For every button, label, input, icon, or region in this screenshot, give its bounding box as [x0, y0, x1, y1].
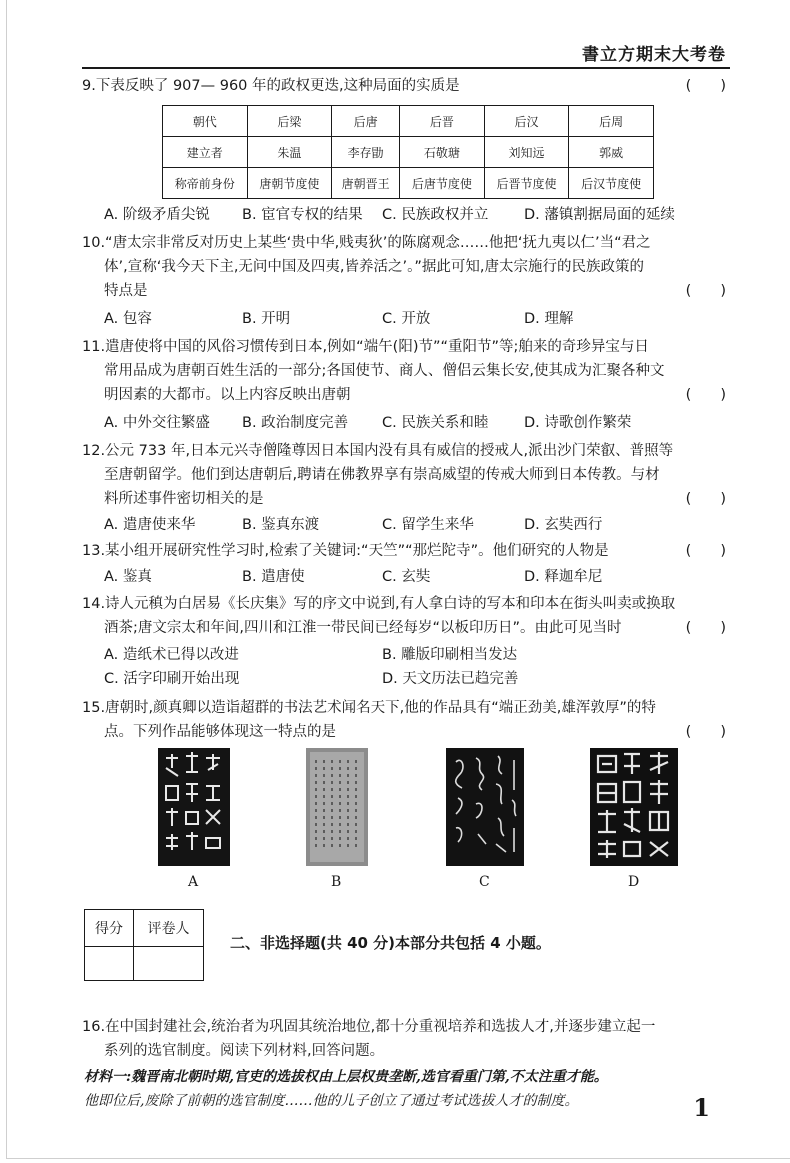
question-text: 酒茶;唐文宗太和年间,四川和江淮一带民间已经每岁“以板印历日”。由此可见当时 [104, 620, 622, 636]
calligraphy-image-b [306, 748, 368, 866]
caption-c: C [479, 874, 490, 890]
question-text: 10.“唐太宗非常反对历史上某些‘贵中华,贱夷狄’的陈腐观念……他把‘抚九夷以仁’当“君之 [82, 235, 651, 251]
table-cell: 唐朝晋王 [332, 168, 400, 199]
question-text: 体’,宣称‘我今天下主,无问中国及四夷,皆养活之’。”据此可知,唐太宗施行的民族政策的 [104, 259, 645, 275]
question-text: 14.诗人元稹为白居易《长庆集》写的序文中说到,有人拿白诗的写本和印本在街头叫卖或换取 [82, 596, 676, 612]
table-cell: 后梁 [247, 106, 332, 137]
question-text: 常用品成为唐朝百姓生活的一部分;各国使节、商人、僧侣云集长安,使其成为汇聚各种文 [104, 363, 665, 379]
calligraphy-image-a [158, 748, 230, 866]
option-d: D. 天文历法已趋完善 [382, 671, 519, 687]
option-d: D. 诗歌创作繁荣 [524, 415, 632, 431]
table-cell: 唐朝节度使 [247, 168, 332, 199]
page-number: 1 [693, 1093, 710, 1122]
calligraphy-image-c [446, 748, 524, 866]
material-text: 他即位后,废除了前朝的选官制度……他的儿子创立了通过考试选拔人才的制度。 [84, 1093, 579, 1109]
table-row [163, 137, 654, 168]
option-b: B. 遣唐使 [242, 569, 305, 585]
answer-paren: ( ) [685, 724, 726, 740]
question-9-stem: 9.下表反映了 907— 960 年的政权更迭,这种局面的实质是 [82, 78, 460, 94]
option-a: A. 遣唐使来华 [104, 517, 196, 533]
table-cell: 称帝前身份 [163, 168, 248, 199]
question-9-options [104, 203, 726, 227]
header-title: 書立方期末大考卷 [582, 45, 726, 65]
caption-d: D [628, 874, 640, 890]
calligraphy-strokes-icon [446, 748, 524, 866]
answer-paren: ( ) [685, 283, 726, 299]
material-text: 材料一:魏晋南北朝时期,官吏的选拔权由上层权贵垄断,选官看重门第,不太注重才能。 [84, 1069, 608, 1085]
score-label: 得分 [85, 910, 134, 947]
grader-cell [134, 947, 204, 981]
option-a: A. 造纸术已得以改进 [104, 647, 239, 663]
table-cell: 后晋节度使 [484, 168, 569, 199]
question-10-options [104, 307, 726, 331]
question-text: 点。下列作品能够体现这一特点的是 [104, 724, 336, 740]
answer-paren: ( ) [685, 491, 726, 507]
option-d: D. 释迦牟尼 [524, 569, 603, 585]
option-d: D. 藩镇割据局面的延续 [524, 207, 675, 223]
option-a: A. 中外交往繁盛 [104, 415, 210, 431]
question-13-options [104, 565, 726, 589]
section-title: 二、非选择题(共 40 分)本部分共包括 4 小题。 [230, 934, 551, 952]
option-a: A. 阶级矛盾尖锐 [104, 207, 210, 223]
table-row [163, 106, 654, 137]
dynasty-table [162, 105, 654, 199]
table-cell: 后周 [569, 106, 654, 137]
question-14-options [104, 643, 726, 691]
question-text: 至唐朝留学。他们到达唐朝后,聘请在佛教界享有崇高威望的传戒大师到日本传教。与材 [104, 467, 660, 483]
option-d: D. 理解 [524, 311, 574, 327]
calligraphy-image-d [590, 748, 678, 866]
option-b: B. 鉴真东渡 [242, 517, 320, 533]
question-11 [82, 335, 726, 407]
option-a: A. 包容 [104, 311, 152, 327]
option-b: B. 雕版印刷相当发达 [382, 647, 518, 663]
question-text: 明因素的大都市。以上内容反映出唐朝 [104, 387, 351, 403]
question-text: 11.遣唐使将中国的风俗习惯传到日本,例如“端午(阳)节”“重阳节”等;舶来的奇珍异宝与日 [82, 339, 649, 355]
table-cell: 石敬瑭 [400, 137, 485, 168]
option-c: C. 活字印刷开始出现 [104, 671, 240, 687]
grader-label: 评卷人 [134, 910, 204, 947]
table-cell: 刘知远 [484, 137, 569, 168]
calligraphy-strokes-icon [306, 748, 368, 866]
table-cell: 李存勖 [332, 137, 400, 168]
table-cell: 郭威 [569, 137, 654, 168]
table-cell: 后汉节度使 [569, 168, 654, 199]
table-cell: 朱温 [247, 137, 332, 168]
question-12 [82, 439, 726, 511]
question-text: 16.在中国封建社会,统治者为巩固其统治地位,都十分重视培养和选拔人才,并逐步建立起一 [82, 1019, 656, 1035]
question-9 [82, 74, 726, 98]
caption-b: B [331, 874, 342, 890]
calligraphy-strokes-icon [158, 748, 230, 866]
option-b: B. 开明 [242, 311, 291, 327]
table-cell: 朝代 [163, 106, 248, 137]
question-text: 特点是 [104, 283, 148, 299]
question-text: 料所述事件密切相关的是 [104, 491, 264, 507]
question-15 [82, 696, 726, 744]
header-rule [82, 67, 730, 69]
question-12-options [104, 513, 726, 537]
question-11-options [104, 411, 726, 435]
table-cell: 后唐 [332, 106, 400, 137]
table-cell: 后唐节度使 [400, 168, 485, 199]
question-text: 系列的选官制度。阅读下列材料,回答问题。 [104, 1043, 385, 1059]
score-box [84, 909, 204, 981]
table-cell: 后晋 [400, 106, 485, 137]
calligraphy-strokes-icon [590, 748, 678, 866]
option-d: D. 玄奘西行 [524, 517, 603, 533]
answer-paren: ( ) [685, 543, 726, 559]
answer-paren: ( ) [685, 387, 726, 403]
table-cell: 后汉 [484, 106, 569, 137]
option-a: A. 鉴真 [104, 569, 152, 585]
option-c: C. 民族政权并立 [382, 207, 489, 223]
answer-paren: ( ) [685, 620, 726, 636]
question-10 [82, 231, 726, 303]
option-c: C. 民族关系和睦 [382, 415, 489, 431]
option-b: B. 政治制度完善 [242, 415, 349, 431]
option-b: B. 宦官专权的结果 [242, 207, 363, 223]
option-c: C. 开放 [382, 311, 431, 327]
table-cell: 建立者 [163, 137, 248, 168]
question-text: 12.公元 733 年,日本元兴寺僧隆尊因日本国内没有具有威信的授戒人,派出沙门荣叡、普照等 [82, 443, 674, 459]
score-cell [85, 947, 134, 981]
answer-paren: ( ) [685, 78, 726, 94]
option-c: C. 玄奘 [382, 569, 431, 585]
question-13 [82, 539, 726, 563]
caption-a: A [188, 874, 199, 890]
option-c: C. 留学生来华 [382, 517, 474, 533]
question-text: 15.唐朝时,颜真卿以造诣超群的书法艺术闻名天下,他的作品具有“端正劲美,雄浑敦厚”的特 [82, 700, 656, 716]
question-14 [82, 592, 726, 640]
table-row [163, 168, 654, 199]
question-text: 13.某小组开展研究性学习时,检索了关键词:“天竺”“那烂陀寺”。他们研究的人物是 [82, 543, 609, 559]
material-one [84, 1041, 726, 1113]
